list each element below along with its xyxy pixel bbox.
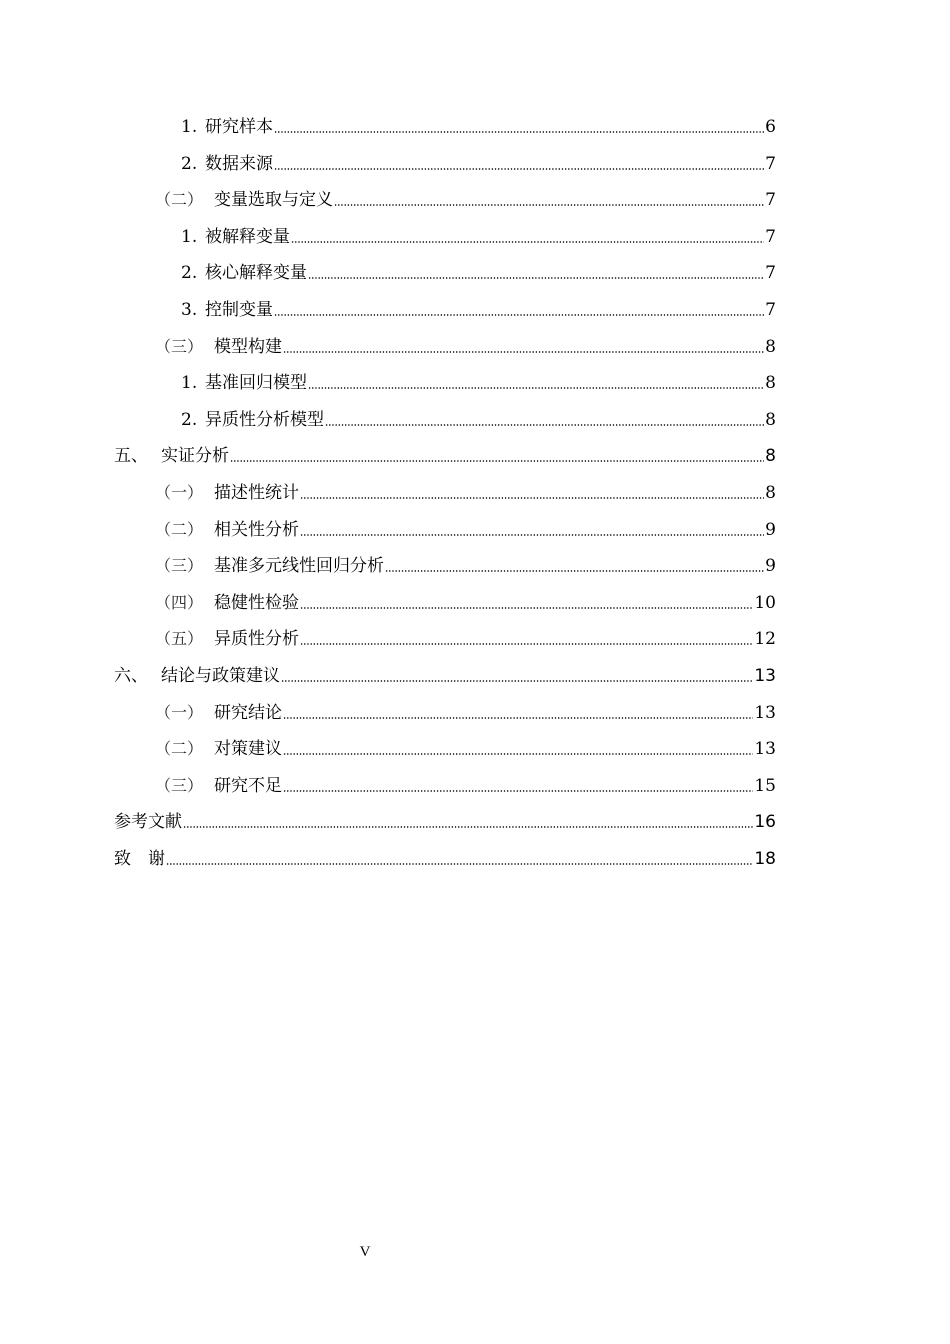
- toc-entry-title: 控制变量: [205, 300, 273, 320]
- toc-entry-number: （四）: [155, 592, 204, 612]
- toc-entry-page: 18: [754, 849, 776, 869]
- toc-dot-leader: [183, 825, 753, 829]
- toc-dot-leader: [308, 386, 764, 390]
- toc-entry[interactable]: [114, 840, 776, 870]
- toc-dot-leader: [283, 789, 753, 793]
- toc-entry[interactable]: [155, 181, 776, 211]
- toc-entry-title: 被解释变量: [205, 226, 290, 247]
- toc-entry-page: 9: [765, 556, 776, 577]
- toc-entry-title: 稳健性检验: [214, 592, 299, 613]
- toc-entry[interactable]: [155, 694, 776, 724]
- toc-entry-page: 15: [754, 775, 776, 796]
- toc-dot-leader: [166, 862, 753, 866]
- toc-entry-title: 研究结论: [214, 702, 282, 723]
- toc-dot-leader: [300, 606, 753, 610]
- toc-entry-number: （一）: [155, 483, 204, 502]
- toc-entry-number: 1.: [181, 373, 198, 394]
- toc-entry-title: 相关性分析: [214, 519, 299, 540]
- toc-entry-number: （一）: [155, 702, 204, 722]
- toc-entry[interactable]: [114, 657, 776, 687]
- toc-dot-leader: [274, 130, 764, 134]
- toc-entry[interactable]: [181, 254, 776, 284]
- toc-entry-page: 8: [765, 373, 776, 394]
- toc-entry-page: 7: [765, 153, 776, 174]
- toc-entry-title: 描述性统计: [214, 483, 299, 503]
- toc-entry-title: 异质性分析模型: [205, 409, 324, 430]
- toc-entry[interactable]: [181, 401, 776, 431]
- toc-entry-page: 7: [765, 190, 776, 211]
- toc-entry-page: 13: [754, 739, 776, 760]
- toc-entry-page: 6: [765, 117, 776, 137]
- toc-entry-title: 异质性分析: [214, 629, 299, 650]
- toc-entry-number: （二）: [155, 739, 204, 759]
- toc-entry-number: 五、: [114, 446, 148, 467]
- toc-entry[interactable]: [114, 803, 776, 833]
- toc-entry-page: 16: [754, 812, 776, 833]
- toc-entry-number: 六、: [114, 666, 148, 686]
- toc-entry-number: 2.: [181, 409, 198, 430]
- toc-dot-leader: [281, 679, 753, 683]
- toc-entry[interactable]: [155, 584, 776, 614]
- toc-entry-page: 7: [765, 226, 776, 247]
- toc-entry-title: 实证分析: [161, 446, 229, 467]
- toc-entry-title: 变量选取与定义: [214, 190, 333, 211]
- toc-entry-number: （二）: [155, 519, 204, 539]
- toc-dot-leader: [334, 203, 764, 207]
- toc-entry-page: 7: [765, 263, 776, 284]
- toc-entry[interactable]: [155, 511, 776, 541]
- toc-entry-page: 7: [765, 300, 776, 320]
- toc-entry-number: （三）: [155, 336, 204, 356]
- toc-entry-number: （三）: [155, 556, 204, 576]
- toc-entry-number: （五）: [155, 629, 204, 649]
- toc-dot-leader: [283, 752, 753, 756]
- toc-entry[interactable]: [181, 145, 776, 175]
- toc-entry-title: 模型构建: [214, 336, 282, 357]
- toc-dot-leader: [300, 533, 764, 537]
- toc-entry[interactable]: [181, 218, 776, 248]
- toc-entry-page: 13: [754, 666, 776, 686]
- toc-entry-title: 核心解释变量: [205, 263, 307, 284]
- toc-entry[interactable]: [114, 437, 776, 467]
- toc-dot-leader: [300, 642, 753, 646]
- toc-entry-title: 结论与政策建议: [161, 666, 280, 686]
- toc-entry-title: 数据来源: [205, 153, 273, 174]
- toc-entry[interactable]: [181, 108, 776, 138]
- toc-entry-page: 13: [754, 702, 776, 723]
- toc-entry-number: 1.: [181, 226, 198, 247]
- toc-entry-number: 2.: [181, 263, 198, 284]
- toc-entry-page: 8: [765, 483, 776, 503]
- toc-dot-leader: [283, 350, 764, 354]
- toc-entry-page: 8: [765, 409, 776, 430]
- toc-entry[interactable]: [155, 730, 776, 760]
- toc-dot-leader: [274, 167, 764, 171]
- toc-entry[interactable]: [181, 364, 776, 394]
- toc-dot-leader: [283, 716, 753, 720]
- toc-dot-leader: [308, 276, 764, 280]
- toc-entry-page: 8: [765, 446, 776, 467]
- toc-entry-title: 对策建议: [214, 739, 282, 760]
- page-number-footer: V: [359, 1244, 371, 1260]
- toc-entry-page: 8: [765, 336, 776, 357]
- toc-dot-leader: [291, 240, 764, 244]
- toc-entry-number: 2.: [181, 153, 198, 174]
- toc-entry[interactable]: [181, 291, 776, 321]
- toc-dot-leader: [274, 313, 764, 317]
- toc-entry-number: 3.: [181, 300, 198, 320]
- toc-entry[interactable]: [155, 620, 776, 650]
- toc-entry-number: 1.: [181, 117, 198, 137]
- toc-entry-title: 致 谢: [114, 849, 165, 869]
- toc-dot-leader: [300, 496, 764, 500]
- toc-entry[interactable]: [155, 547, 776, 577]
- toc-entry-title: 研究不足: [214, 775, 282, 796]
- toc-entry-page: 9: [765, 519, 776, 540]
- toc-entry[interactable]: [155, 328, 776, 358]
- toc-entry-page: 12: [754, 629, 776, 650]
- toc-dot-leader: [325, 423, 764, 427]
- toc-entry-title: 基准回归模型: [205, 373, 307, 394]
- toc-entry-title: 研究样本: [205, 117, 273, 137]
- toc-dot-leader: [385, 569, 764, 573]
- toc-entry-number: （三）: [155, 775, 204, 795]
- toc-entry-number: （二）: [155, 190, 204, 210]
- toc-entry[interactable]: [155, 474, 776, 504]
- toc-dot-leader: [230, 459, 764, 463]
- toc-entry-page: 10: [754, 592, 776, 613]
- toc-entry-title: 参考文献: [114, 812, 182, 833]
- toc-entry-title: 基准多元线性回归分析: [214, 556, 384, 577]
- toc-entry[interactable]: [155, 767, 776, 797]
